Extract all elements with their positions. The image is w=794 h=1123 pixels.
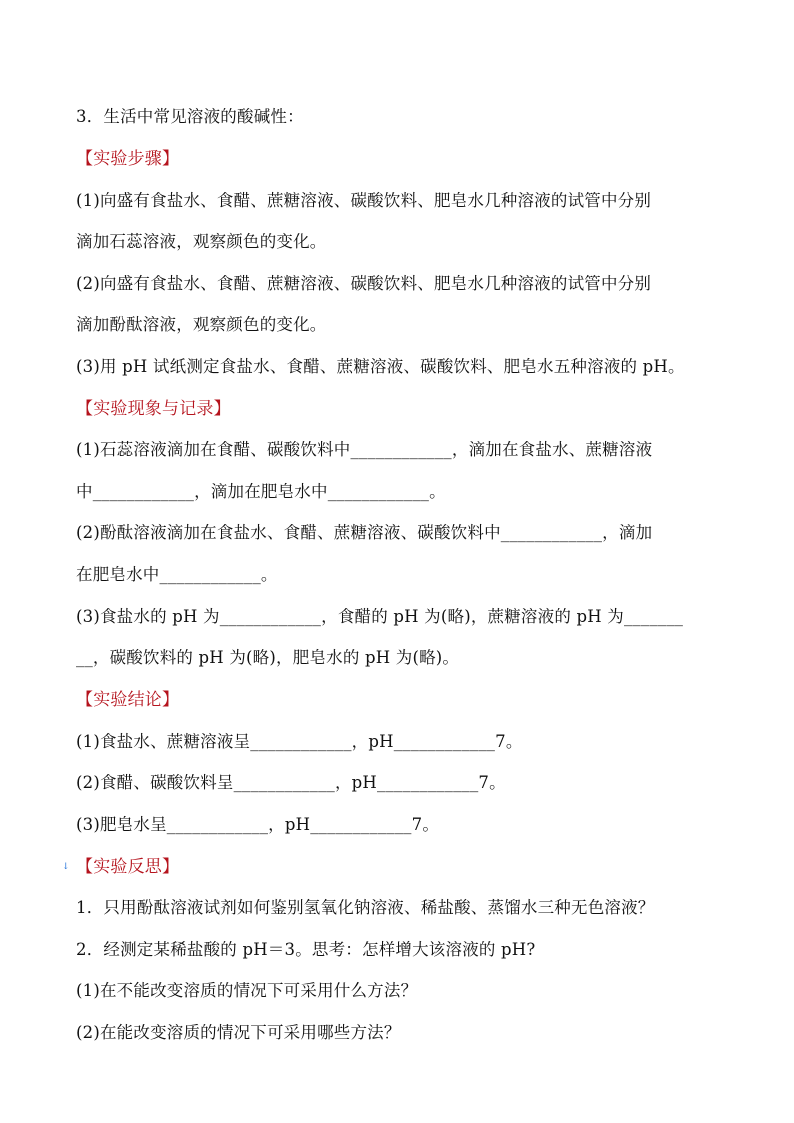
section-heading: 3．生活中常见溶液的酸碱性： <box>76 107 304 126</box>
observation-line-4: 在肥皂水中____________。 <box>76 565 278 584</box>
reflection-line-3: (1)在不能改变溶质的情况下可采用什么方法？ <box>76 981 418 1000</box>
step-line-1: (1)向盛有食盐水、食醋、蔗糖溶液、碳酸饮料、肥皂水几种溶液的试管中分别 <box>76 191 652 210</box>
observation-line-3: (2)酚酞溶液滴加在食盐水、食醋、蔗糖溶液、碳酸饮料中____________，滴加 <box>76 523 653 542</box>
reflection-line-2: 2．经测定某稀盐酸的 pH＝3。思考：怎样增大该溶液的 pH? <box>76 940 536 959</box>
step-line-4: 滴加酚酞溶液，观察颜色的变化。 <box>76 315 327 334</box>
conclusion-line-1: (1)食盐水、蔗糖溶液呈____________，pH____________7。 <box>76 732 523 751</box>
step-line-3: (2)向盛有食盐水、食醋、蔗糖溶液、碳酸饮料、肥皂水几种溶液的试管中分别 <box>76 274 652 293</box>
experiment-steps-title: 【实验步骤】 <box>76 149 180 169</box>
observation-line-6: __，碳酸饮料的 pH 为(略)，肥皂水的 pH 为(略)。 <box>76 648 460 667</box>
observation-line-2: 中____________，滴加在肥皂水中____________。 <box>76 482 446 501</box>
reflection-title: 【实验反思】 <box>76 857 180 877</box>
conclusion-line-3: (3)肥皂水呈____________，pH____________7。 <box>76 815 440 834</box>
reflection-line-1: 1．只用酚酞溶液试剂如何鉴别氢氧化钠溶液、稀盐酸、蒸馏水三种无色溶液？ <box>76 898 655 917</box>
observation-line-1: (1)石蕊溶液滴加在食醋、碳酸饮料中____________，滴加在食盐水、蔗糖溶液 <box>76 440 653 459</box>
step-line-2: 滴加石蕊溶液，观察颜色的变化。 <box>76 232 327 251</box>
conclusion-title: 【实验结论】 <box>76 690 180 710</box>
reflection-marker-icon: ↓ <box>62 862 70 872</box>
observation-line-5: (3)食盐水的 pH 为____________，食醋的 pH 为(略)，蔗糖溶液的 pH 为_______ <box>76 607 684 626</box>
step-line-5: (3)用 pH 试纸测定食盐水、食醋、蔗糖溶液、碳酸饮料、肥皂水五种溶液的 pH。 <box>76 357 685 376</box>
conclusion-line-2: (2)食醋、碳酸饮料呈____________，pH____________7。 <box>76 773 506 792</box>
observation-title: 【实验现象与记录】 <box>76 399 231 419</box>
reflection-line-4: (2)在能改变溶质的情况下可采用哪些方法？ <box>76 1023 401 1042</box>
